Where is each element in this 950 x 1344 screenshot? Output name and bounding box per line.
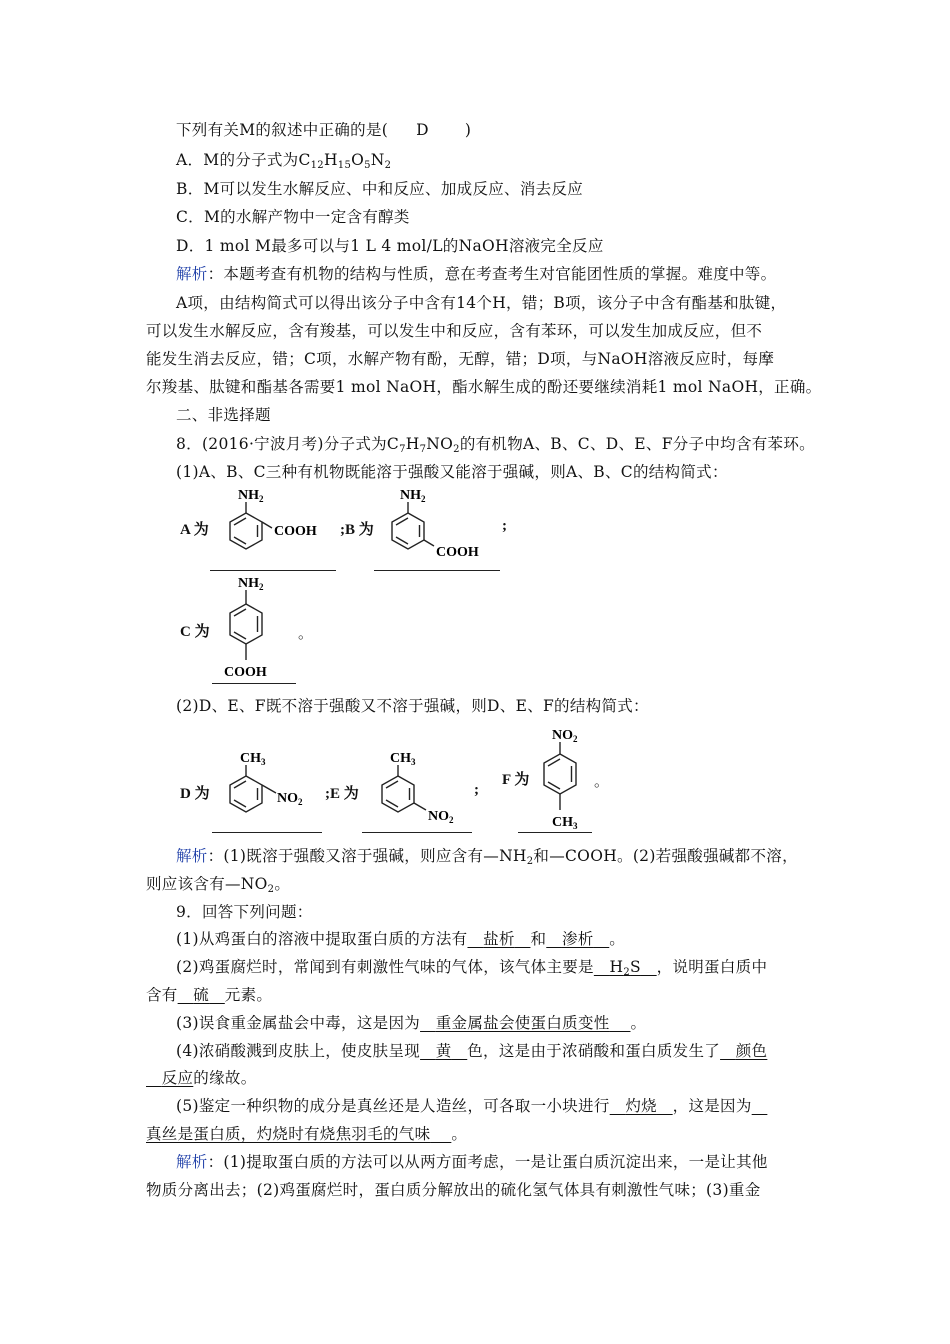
analysis-label: 解析 <box>176 1153 208 1171</box>
blank-answer: 盐析 <box>483 930 515 948</box>
answer-line <box>210 570 336 571</box>
label-e: ;E 为 <box>325 786 359 802</box>
blank-answer: 灼烧 <box>625 1097 657 1115</box>
q7-analysis-line: 解析：本题考查有机物的结构与性质，意在考查考生对官能团性质的掌握。难度中等。 <box>176 265 777 283</box>
q7-option-a: A．M的分子式为$C_{12}H_{15}O_5N_2$ <box>176 151 392 171</box>
blank-answer: 真丝是蛋白质，灼烧时有烧焦羽毛的气味 <box>146 1125 431 1143</box>
semicolon: ; <box>502 518 507 534</box>
blank-answer: 颜色 <box>735 1042 768 1060</box>
nh2-group: $NH_2$ <box>400 488 426 504</box>
q8-analysis-line: 则应该含有$—NO_2$。 <box>146 875 291 895</box>
cooh-group: COOH <box>436 545 479 560</box>
ch3-group: $CH_3$ <box>390 751 416 767</box>
structure-a <box>210 486 340 574</box>
q7-analysis-line: 能发生消去反应，错；C项，水解产物有酚，无醇，错；D项，与NaOH溶液反应时，每摩 <box>146 350 775 368</box>
q9-item-4: (4)浓硝酸溅到皮肤上，使皮肤呈现 黄 色，这是由于浓硝酸和蛋白质发生了 颜色 <box>176 1042 768 1060</box>
q9-item-4-cont: 反应的缘故。 <box>161 1069 257 1087</box>
structure-d <box>212 748 324 832</box>
benzene-ring <box>392 502 434 549</box>
q9-stem: 9．回答下列问题： <box>176 903 313 921</box>
label-d: D 为 <box>180 786 210 802</box>
q7-option-d: D．1 mol M最多可以与1 L 4 mol/L的NaOH溶液完全反应 <box>176 237 604 255</box>
blank-answer: 渗析 <box>561 930 594 948</box>
structure-c <box>212 572 302 684</box>
label-c: C 为 <box>180 624 210 640</box>
q7-option-b: B．M可以发生水解反应、中和反应、加成反应、消去反应 <box>176 180 584 198</box>
q9-item-3: (3)误食重金属盐会中毒，这是因为 重金属盐会使蛋白质变性 。 <box>176 1014 647 1032</box>
ch3-group: $CH_3$ <box>240 751 266 767</box>
analysis-label: 解析 <box>176 847 208 865</box>
answer-line <box>212 832 322 833</box>
nh2-group: $NH_2$ <box>238 576 264 592</box>
label-b: ;B 为 <box>340 522 374 538</box>
q7-analysis-line: A项，由结构简式可以得出该分子中含有14个H，错；B项，该分子中含有酯基和肽键， <box>176 294 787 312</box>
no2-group: $NO_2$ <box>277 791 303 807</box>
q7-answer: D <box>416 121 429 139</box>
q9-analysis-line: 物质分离出去；(2)鸡蛋腐烂时，蛋白质分解放出的硫化氢气体具有刺激性气味；(3)重金 <box>146 1181 761 1199</box>
structure-b <box>372 486 502 574</box>
blank-answer: 反应 <box>161 1069 194 1087</box>
q8-part1: (1)A、B、C三种有机物既能溶于强酸又能溶于强碱，则A、B、C的结构简式： <box>176 463 728 481</box>
blank-answer: 重金属盐会使蛋白质变性 <box>435 1014 610 1032</box>
q7-option-c: C．M的水解产物中一定含有醇类 <box>176 208 410 226</box>
q8-part2: (2)D、E、F既不溶于强酸又不溶于强碱，则D、E、F的结构简式： <box>176 697 649 715</box>
q7-stem: 下列有关M的叙述中正确的是( D ) <box>176 121 472 139</box>
q9-item-2-cont: 含有 硫 元素。 <box>146 986 273 1004</box>
blank-answer: $H_2S$ <box>609 958 641 978</box>
answer-line <box>212 683 296 684</box>
no2-group: $NO_2$ <box>428 809 454 825</box>
answer-line <box>374 570 500 571</box>
section-heading: 二、非选择题 <box>176 406 271 424</box>
label-f: F 为 <box>502 772 530 788</box>
period: 。 <box>298 626 314 642</box>
nh2-group: $NH_2$ <box>238 488 264 504</box>
label-a: A 为 <box>180 522 209 538</box>
no2-group: $NO_2$ <box>552 728 578 744</box>
benzene-ring <box>230 765 276 812</box>
analysis-label: 解析 <box>176 265 208 283</box>
cooh-group: COOH <box>274 524 317 539</box>
period: 。 <box>594 774 610 790</box>
answer-line <box>518 832 592 833</box>
cooh-group: COOH <box>224 665 267 680</box>
q9-item-2: (2)鸡蛋腐烂时，常闻到有刺激性气味的气体，该气体主要是 $H_2S$ ，说明蛋白质中 <box>176 958 768 978</box>
q9-item-1: (1)从鸡蛋白的溶液中提取蛋白质的方法有 盐析 和 渗析 。 <box>176 930 626 948</box>
semicolon: ; <box>474 782 479 798</box>
q7-analysis-line: 可以发生水解反应，含有羧基，可以发生中和反应，含有苯环，可以发生加成反应，但不 <box>146 322 763 340</box>
ch3-group: $CH_3$ <box>552 815 578 831</box>
benzene-ring <box>544 742 576 810</box>
blank-answer: 硫 <box>193 986 210 1004</box>
q9-analysis-line: 解析：(1)提取蛋白质的方法可以从两方面考虑，一是让蛋白质沉淀出来，一是让其他 <box>176 1153 768 1171</box>
q7-analysis-line: 尔羧基、肽键和酯基各需要1 mol NaOH，酯水解生成的酚还要继续消耗1 mol NaOH，正确。 <box>146 378 822 396</box>
benzene-ring <box>382 765 426 812</box>
q8-stem: 8．(2016·宁波月考)分子式为$C_7H_7NO_2$的有机物A、B、C、D、E、F分子中均含有苯环。 <box>176 435 815 455</box>
benzene-ring <box>230 502 272 549</box>
structure-e <box>362 748 474 832</box>
blank-answer: 黄 <box>435 1042 452 1060</box>
q9-item-5-cont: 真丝是蛋白质，灼烧时有烧焦羽毛的气味 。 <box>146 1125 468 1143</box>
benzene-ring <box>230 590 262 660</box>
q9-item-5: (5)鉴定一种织物的成分是真丝还是人造丝，可各取一小块进行 灼烧 ，这是因为 <box>176 1097 752 1115</box>
answer-line <box>362 832 472 833</box>
q8-analysis-line: 解析：(1)既溶于强酸又溶于强碱，则应含有$—NH_2$和—COOH。(2)若强酸强碱都不溶， <box>176 847 798 867</box>
